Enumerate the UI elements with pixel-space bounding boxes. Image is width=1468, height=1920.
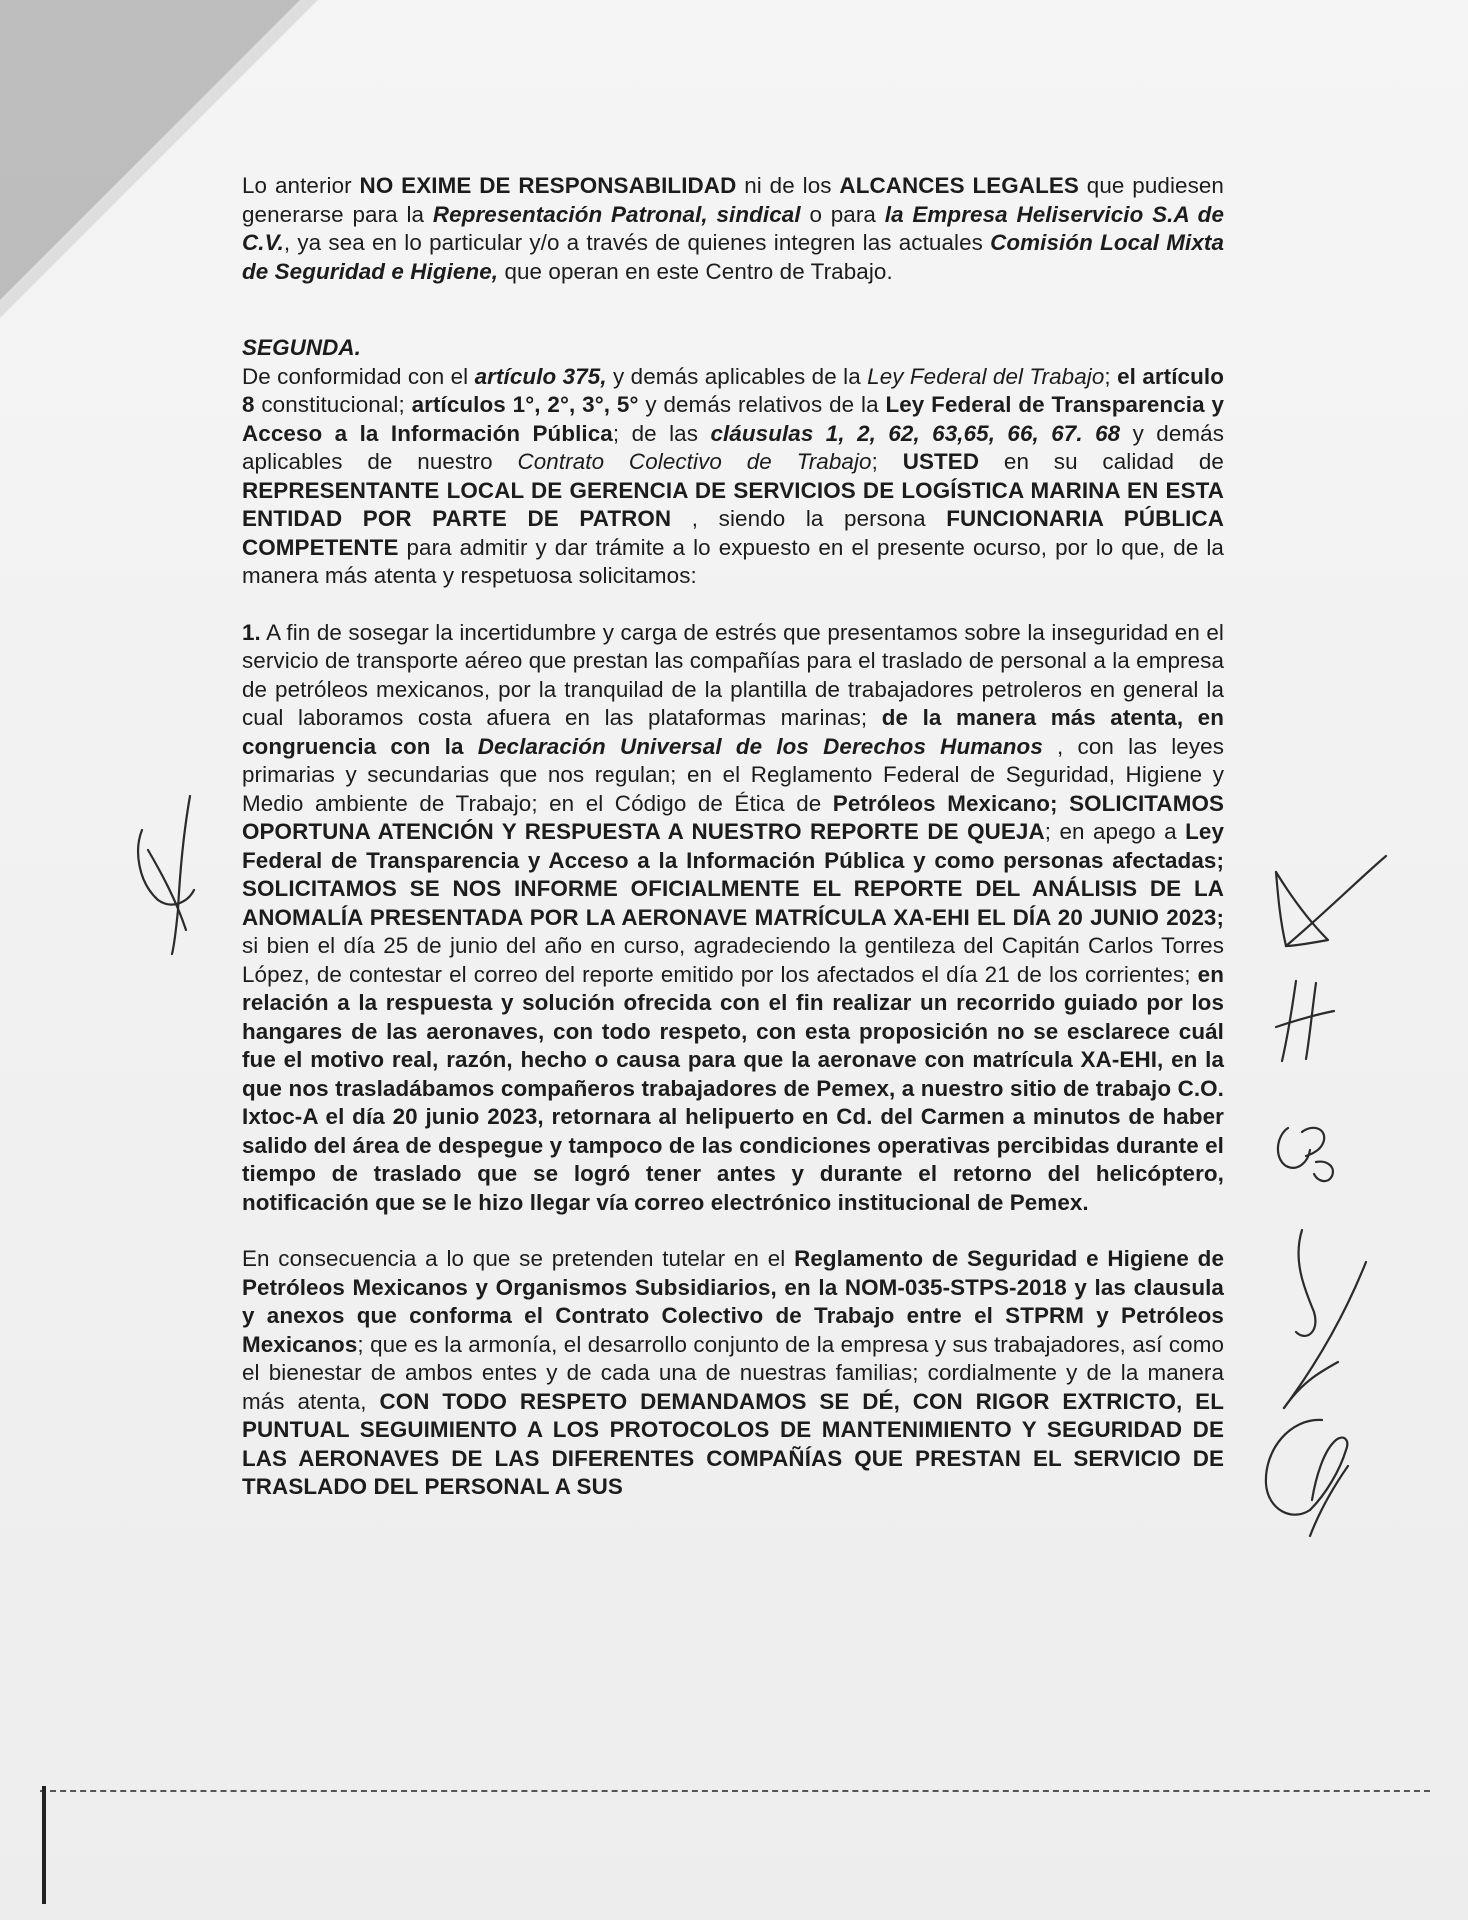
text-bold-italic: Representación Patronal, sindical <box>432 201 801 227</box>
text-bold: Ley Federal de Transparencia y Acceso a la Información Pública y como personas afectadas; SOLICITAMOS SE NOS INFORME OFICIALMENTE EL REPORTE DEL ANÁLISIS DE LA ANOMALÍA PRESENTADA POR LA AERONAVE MATRÍCULA XA-EHI EL DÍA 20 JUNIO 2023; <box>242 819 1224 930</box>
text: o para <box>800 201 885 227</box>
text: ; <box>1104 363 1118 389</box>
text-bold: Reglamento de Seguridad e Higiene de Petróleos Mexicanos y Organismos Subsidiarios, en la NOM-035-STPS-2018 y las clausula y anexos que conforma el Contrato Colectivo de Trabajo entre el STPRM y Petróleos Mexicanos <box>242 1246 1224 1357</box>
signature-right-1 <box>1262 850 1392 960</box>
text: para admitir y dar trámite a lo expuesto en el presente ocurso, por lo que, de la manera más atenta y respetuosa solicitamos: <box>242 534 1224 588</box>
text: que pudiesen generarse para la <box>242 173 1224 227</box>
text-bold: de la manera más atenta, en congruencia con la <box>242 705 1224 759</box>
text: y demás aplicables de la <box>606 363 868 389</box>
text-bold-italic: Comisión Local Mixta de Seguridad e Higiene, <box>242 230 1224 284</box>
paragraph-consequence <box>242 1245 1224 1502</box>
text-bold-italic: Declaración Universal de los Derechos Humanos <box>477 733 1043 759</box>
text-bold: FUNCIONARIA PÚBLICA COMPETENTE <box>242 506 1224 560</box>
text-bold: REPRESENTANTE LOCAL DE GERENCIA DE SERVICIOS DE LOGÍSTICA MARINA EN ESTA ENTIDAD POR PARTE DE PATRON <box>242 477 1224 531</box>
text: De conformidad con el <box>242 363 475 389</box>
text-bold-italic: artículo 375, <box>474 363 607 389</box>
text: ; de las <box>612 420 711 446</box>
paragraph-legal-basis <box>242 363 1224 591</box>
text-bold: Petróleos Mexicano; SOLICITAMOS OPORTUNA ATENCIÓN Y RESPUESTA A NUESTRO REPORTE DE QUEJA <box>242 790 1224 844</box>
text: A fin de sosegar la incertidumbre y carga de estrés que presentamos sobre la inseguridad en el servicio de transporte aéreo que prestan las compañías para el traslado de personal a la empresa de petróleos mexicanos, por la tranquilad de la plantilla de trabajadores petroleros en general la cual laboramos costa afuera en las plataformas marinas; <box>242 619 1224 730</box>
margin-mark <box>42 1786 46 1904</box>
text-bold: en relación a la respuesta y solución ofrecida con el fin realizar un recorrido guiado por los hangares de las aeronaves, con todo respeto, con esta proposición no se esclarece cuál fue el motivo real, razón, hecho o causa para que la aeronave con matrícula XA-EHI, en la que nos trasladábamos compañeros trabajadores de Pemex, a nuestro sitio de trabajo C.O. Ixtoc-A el día 20 junio 2023, retornara al helipuerto en Cd. del Carmen a minutos de haber salido del área de despegue y tampoco de las condiciones operativas percibidas durante el tiempo de traslado que se logró tener antes y durante el retorno del helicóptero, notificación que se le hizo llegar vía correo electrónico institucional de Pemex. <box>242 961 1224 1215</box>
text: Lo anterior <box>242 173 360 198</box>
text: y demás aplicables de nuestro <box>242 420 1225 474</box>
document-body <box>242 172 1224 1502</box>
text: ; <box>871 449 903 474</box>
paragraph-request-1 <box>242 619 1224 1218</box>
text: que operan en este Centro de Trabajo. <box>498 258 893 284</box>
signature-left <box>128 790 208 960</box>
text: constitucional; <box>254 392 412 417</box>
text-bold: CON TODO RESPETO DEMANDAMOS SE DÉ, CON RIGOR EXTRICTO, EL PUNTUAL SEGUIMIENTO A LOS PROTOCOLOS DE MANTENIMIENTO Y SEGURIDAD DE LAS AERONAVES DE LAS DIFERENTES COMPAÑÍAS QUE PRESTAN EL SERVICIO DE TRASLADO DEL PERSONAL A SUS <box>242 1388 1224 1499</box>
text-bold: Ley Federal de Transparencia y Acceso a la Información Pública <box>242 392 1225 446</box>
signature-right-5 <box>1250 1410 1370 1540</box>
text: En consecuencia a lo que se pretenden tutelar en el <box>242 1246 795 1271</box>
text: ni de los <box>736 173 840 198</box>
paragraph-liability <box>242 172 1224 286</box>
text: , con las leyes primarias y secundarias que nos regulan; en el Reglamento Federal de Seguridad, Higiene y Medio ambiente de Trabajo; en el Código de Ética de <box>242 733 1224 816</box>
signature-right-3 <box>1268 1110 1348 1190</box>
item-number: 1. <box>242 619 261 645</box>
text-bold: NO EXIME DE RESPONSABILIDAD <box>359 173 737 198</box>
signature-right-2 <box>1270 975 1340 1065</box>
text: , ya sea en lo particular y/o a través de quienes integren las actuales <box>283 230 991 255</box>
text-bold-italic: cláusulas 1, 2, 62, 63,65, 66, 67. 68 <box>710 420 1121 446</box>
text: ; en apego a <box>1044 819 1186 844</box>
text: , siendo la persona <box>671 506 947 531</box>
bottom-rule <box>40 1790 1430 1792</box>
text: si bien el día 25 de junio del año en curso, agradeciendo la gentileza del Capitán Carlos Torres López, de contestar el correo del reporte emitido por los afectados el día 21 de los corrientes; <box>242 933 1224 987</box>
text-bold: ALCANCES LEGALES <box>839 173 1079 198</box>
text-bold: el artículo 8 <box>242 363 1224 417</box>
text-italic: Contrato Colectivo de Trabajo <box>517 449 872 474</box>
text-italic: Ley Federal del Trabajo <box>867 363 1105 389</box>
text: ; que es la armonía, el desarrollo conjunto de la empresa y sus trabajadores, así como el bienestar de ambos entes y de cada una de nuestras familias; cordialmente y de la manera más atenta, <box>242 1331 1224 1414</box>
text-bold: USTED <box>902 449 980 474</box>
section-heading: SEGUNDA. <box>242 335 361 360</box>
text: en su calidad de <box>979 449 1224 474</box>
signature-right-4 <box>1262 1222 1372 1412</box>
text: y demás relativos de la <box>638 392 886 417</box>
text-bold-italic: la Empresa Heliservicio S.A de C.V. <box>242 201 1225 255</box>
text-bold: artículos 1°, 2°, 3°, 5° <box>411 392 639 417</box>
